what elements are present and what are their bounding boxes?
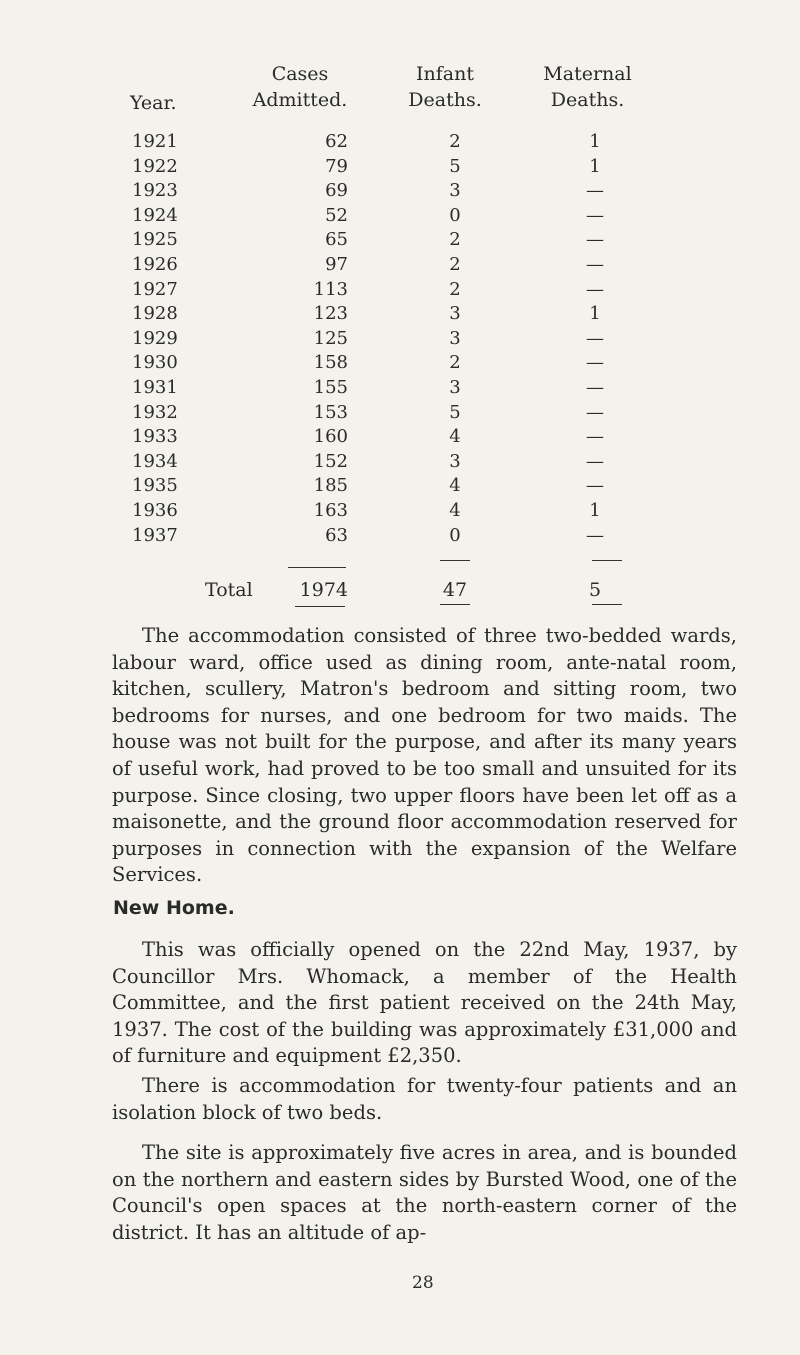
cell-maternal: — xyxy=(586,180,604,202)
cell-cases: 185 xyxy=(313,475,348,497)
cell-infant: 0 xyxy=(449,204,461,226)
cell-maternal: — xyxy=(586,524,604,546)
cell-maternal: — xyxy=(586,475,604,497)
cell-cases: 163 xyxy=(313,500,348,521)
table-row xyxy=(0,328,800,353)
cell-year: 1930 xyxy=(132,352,178,374)
header-maternal-deaths: Maternal Deaths. xyxy=(543,63,632,111)
cell-cases: 52 xyxy=(325,204,348,226)
total-label: Total xyxy=(205,579,253,601)
table-row xyxy=(0,279,800,304)
cell-cases: 155 xyxy=(313,377,348,398)
cell-maternal: — xyxy=(586,450,604,472)
paragraph-capacity: There is accommodation for twenty-four patients and an isolation block of two beds. xyxy=(112,1074,737,1124)
table-row xyxy=(0,156,800,181)
cell-maternal: — xyxy=(586,229,604,251)
cell-year: 1933 xyxy=(132,426,178,448)
cell-cases: 79 xyxy=(325,155,348,177)
cell-infant: 3 xyxy=(449,180,461,202)
cell-cases: 69 xyxy=(325,180,348,202)
cell-year: 1926 xyxy=(132,254,178,275)
total-rule-top-cases xyxy=(288,567,346,568)
cell-infant: 2 xyxy=(449,131,461,152)
cell-year: 1922 xyxy=(132,155,178,177)
cell-infant: 2 xyxy=(449,352,461,374)
cell-maternal: — xyxy=(586,352,604,374)
cell-year: 1934 xyxy=(132,450,178,472)
cell-cases: 63 xyxy=(325,524,348,546)
table-row xyxy=(0,229,800,254)
cell-maternal: — xyxy=(586,426,604,448)
cell-year: 1921 xyxy=(132,131,178,152)
table-row xyxy=(0,180,800,205)
cell-maternal: 1 xyxy=(589,155,601,177)
cell-cases: 152 xyxy=(313,450,348,472)
cell-infant: 5 xyxy=(449,401,461,423)
cell-infant: 3 xyxy=(449,450,461,472)
cell-year: 1927 xyxy=(132,278,178,300)
cell-infant: 2 xyxy=(449,254,461,275)
cell-infant: 5 xyxy=(449,155,461,177)
cell-infant: 3 xyxy=(449,377,461,398)
cell-cases: 113 xyxy=(313,278,348,300)
cell-maternal: — xyxy=(586,278,604,300)
table-row xyxy=(0,254,800,279)
cell-maternal: — xyxy=(586,204,604,226)
paragraph-opened: This was officially opened on the 22nd May, 1937, by Councillor Mrs. Whomack, a member of the Health Committee, and the first patient received on the 24th May, 1937. The cost of the building was approximately £31,000 and of furniture and equipment £2,350. xyxy=(112,938,737,1068)
header-cases-admitted: Cases Admitted. xyxy=(252,63,348,111)
cell-cases: 153 xyxy=(313,401,348,423)
cell-cases: 65 xyxy=(325,229,348,251)
cell-cases: 160 xyxy=(313,426,348,448)
table-row xyxy=(0,451,800,476)
total-rule-bottom-cases xyxy=(295,606,345,607)
cell-infant: 2 xyxy=(449,278,461,300)
cell-maternal: — xyxy=(586,401,604,423)
cell-cases: 125 xyxy=(313,327,348,349)
cell-year: 1924 xyxy=(132,204,178,226)
table-row xyxy=(0,475,800,500)
cell-infant: 4 xyxy=(449,426,461,448)
cell-cases: 123 xyxy=(313,303,348,325)
header-infant-deaths: Infant Deaths. xyxy=(408,63,482,111)
cell-infant: 4 xyxy=(449,500,461,521)
paragraph-accommodation: The accommodation consisted of three two-bedded wards, labour ward, office used as dining room, ante-natal room, kitchen, scullery, Matron's bedroom and sitting room, two bedrooms for nurses, and one bedroom for two maids. The house was not built for the purpose, and after its many years of useful work, had proved to be too small and unsuited for its purpose. Since closing, two upper floors have been let off as a maisonette, and the ground floor accommodation reserved for purposes in connection with the expansion of the Welfare Services. xyxy=(112,624,737,887)
total-infant: 47 xyxy=(442,579,468,601)
cell-maternal: — xyxy=(586,327,604,349)
cell-maternal: 1 xyxy=(589,500,601,521)
table-row xyxy=(0,500,800,525)
cell-year: 1931 xyxy=(132,377,178,398)
cell-year: 1925 xyxy=(132,229,178,251)
cell-year: 1936 xyxy=(132,500,178,521)
table-row xyxy=(0,426,800,451)
cell-infant: 4 xyxy=(449,475,461,497)
cell-year: 1929 xyxy=(132,327,178,349)
table-row xyxy=(0,205,800,230)
page-number: 28 xyxy=(412,1273,434,1293)
cell-infant: 3 xyxy=(449,327,461,349)
cell-cases: 158 xyxy=(313,352,348,374)
cell-year: 1937 xyxy=(132,524,178,546)
cell-maternal: — xyxy=(586,254,604,275)
cell-year: 1935 xyxy=(132,475,178,497)
table-row xyxy=(0,303,800,328)
cell-infant: 0 xyxy=(449,524,461,546)
cell-infant: 3 xyxy=(449,303,461,325)
cell-year: 1923 xyxy=(132,180,178,202)
table-row xyxy=(0,377,800,402)
table-row xyxy=(0,402,800,427)
cell-year: 1932 xyxy=(132,401,178,423)
paragraph-site: The site is approximately five acres in area, and is bounded on the northern and eastern sides by Bursted Wood, one of the Council's open spaces at the north-eastern corner of the district. It has an altitude of ap- xyxy=(112,1141,737,1244)
table-row xyxy=(0,131,800,156)
cell-maternal: — xyxy=(586,377,604,398)
total-cases: 1974 xyxy=(299,579,348,601)
table-row xyxy=(0,352,800,377)
total-rule-bottom-maternal xyxy=(592,604,622,605)
cell-maternal: 1 xyxy=(589,131,601,152)
cell-maternal: 1 xyxy=(589,303,601,325)
header-year: Year. xyxy=(130,92,177,114)
total-maternal: 5 xyxy=(588,579,602,601)
section-heading-new-home: New Home. xyxy=(113,897,235,919)
total-rule-top-maternal xyxy=(592,560,622,561)
total-rule-top-infant xyxy=(440,560,470,561)
cell-cases: 62 xyxy=(325,131,348,152)
cell-infant: 2 xyxy=(449,229,461,251)
cell-cases: 97 xyxy=(325,254,348,275)
total-rule-bottom-infant xyxy=(440,604,470,605)
cell-year: 1928 xyxy=(132,303,178,325)
table-row xyxy=(0,525,800,550)
